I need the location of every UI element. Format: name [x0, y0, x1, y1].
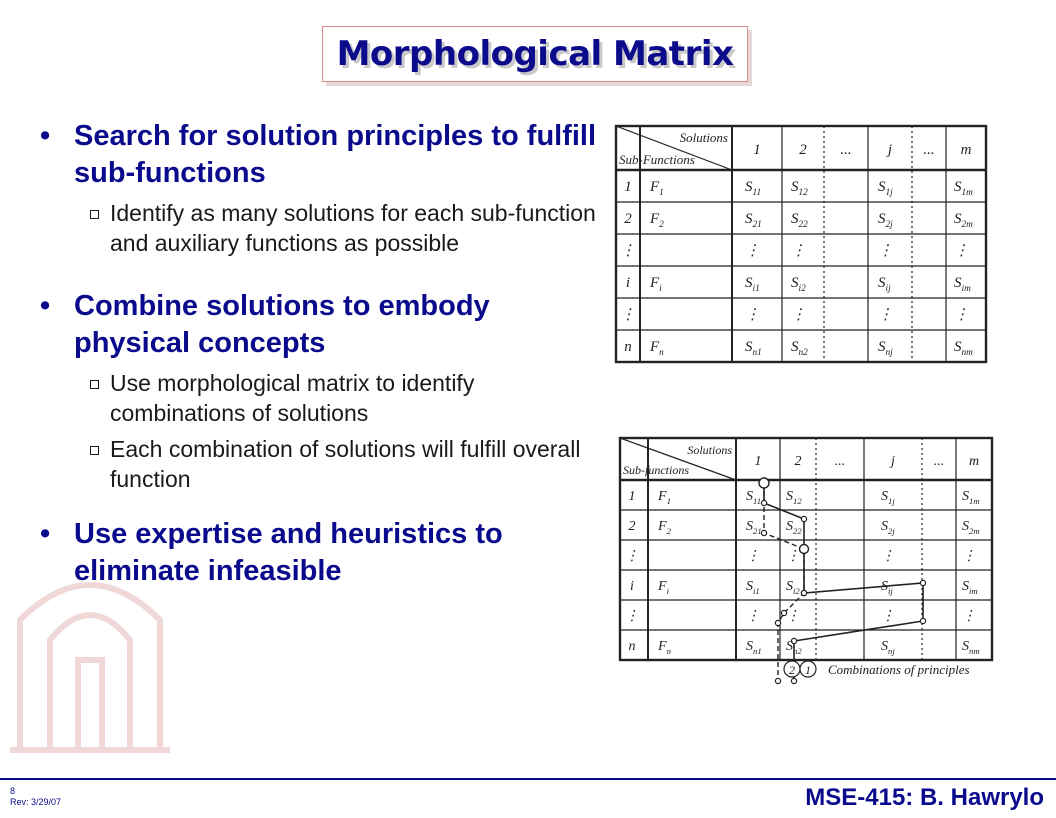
subfunction-label: $F_2$ — [650, 211, 664, 230]
solution-cell: $S_{22}$ — [786, 519, 802, 536]
solution-cell: $S_{i1}$ — [746, 579, 760, 596]
row-index: 2 — [628, 519, 636, 534]
solution-cell: $S_{21}$ — [746, 519, 762, 536]
corner-label-subfunctions: Sub-functions — [623, 463, 689, 477]
subfunction-label: $F_i$ — [650, 275, 662, 294]
solution-cell: ⋮ — [962, 609, 976, 624]
square-bullet-icon — [90, 446, 99, 455]
course-author: MSE-415: B. Hawrylo — [805, 784, 1044, 811]
path-node — [801, 590, 806, 595]
row-index: i — [625, 275, 631, 291]
row-index: i — [630, 579, 634, 594]
solution-cell: $S_{im}$ — [962, 579, 978, 596]
column-header: m — [960, 142, 972, 158]
morphological-matrix-table — [612, 122, 992, 368]
solution-cell: ⋮ — [791, 243, 806, 259]
solution-cell: $S_{nj}$ — [881, 639, 895, 656]
solution-cell: ⋮ — [745, 243, 760, 259]
bullet-dot: • — [40, 290, 51, 322]
square-bullet-icon — [90, 380, 99, 389]
solution-cell: $S_{2m}$ — [962, 519, 980, 536]
path-node — [920, 618, 925, 623]
solution-cell: ⋮ — [786, 609, 800, 624]
bullet-text: Use expertise and heuristics to eliminate infeasible — [74, 518, 503, 587]
solution-cell: $S_{11}$ — [746, 489, 762, 506]
sub-bullet-text: Each combination of solutions will fulfill overall function — [110, 436, 581, 492]
solution-cell: $S_{12}$ — [786, 489, 802, 506]
column-header: m — [968, 454, 980, 469]
row-index: ⋮ — [625, 549, 639, 564]
column-header: j — [887, 142, 893, 158]
solution-cell: $S_{n2}$ — [791, 339, 808, 358]
solution-cell: $S_{ij}$ — [881, 579, 893, 596]
solution-cell: $S_{i2}$ — [791, 275, 806, 294]
row-index: ⋮ — [620, 243, 636, 259]
sub-bullet-each-combination — [40, 434, 600, 494]
slide-footer — [0, 778, 1056, 818]
path-node — [761, 530, 766, 535]
solution-cell: ⋮ — [746, 549, 760, 564]
corner-label-solutions: Solutions — [679, 130, 728, 145]
corner-label-solutions: Solutions — [687, 443, 732, 457]
solution-cell: $S_{n2}$ — [786, 639, 802, 656]
sub-bullet-use-matrix — [40, 368, 600, 428]
path-node — [801, 516, 806, 521]
column-header: 2 — [799, 142, 807, 158]
solution-cell: ⋮ — [791, 307, 806, 323]
title-box — [322, 26, 748, 82]
path-start-node — [759, 478, 769, 488]
solution-cell: $S_{nj}$ — [878, 339, 893, 358]
solution-cell: ⋮ — [746, 609, 760, 624]
solution-cell: ⋮ — [786, 549, 800, 564]
combinations-caption: Combinations of principles — [828, 662, 970, 677]
solution-cell: $S_{nm}$ — [962, 639, 980, 656]
combination-matrix-figure — [616, 434, 996, 696]
square-bullet-icon — [90, 210, 99, 219]
bullet-dot: • — [40, 120, 51, 152]
solution-cell: ⋮ — [881, 549, 895, 564]
solution-cell: $S_{1m}$ — [962, 489, 980, 506]
path-node — [775, 678, 780, 683]
footer-slide-info — [10, 786, 61, 808]
row-index: 1 — [628, 489, 636, 504]
solution-cell: $S_{21}$ — [745, 211, 762, 230]
subfunction-label: $F_2$ — [658, 519, 671, 536]
column-header: 1 — [754, 454, 762, 469]
solution-cell: $S_{12}$ — [791, 179, 808, 198]
solution-cell: $S_{ij}$ — [878, 275, 891, 294]
subfunction-label: $F_1$ — [658, 489, 671, 506]
solution-cell: ⋮ — [878, 307, 893, 323]
sub-bullet-identify — [40, 198, 600, 258]
solution-cell: $S_{2j}$ — [878, 211, 893, 230]
bullet-heuristics — [40, 516, 600, 590]
path-node — [761, 500, 766, 505]
sub-bullet-text: Identify as many solutions for each sub-function and auxiliary functions as possible — [110, 200, 596, 256]
revision-date: Rev: 3/29/07 — [10, 797, 62, 807]
solution-cell: $S_{i1}$ — [745, 275, 760, 294]
column-header: ... — [834, 454, 846, 469]
subfunction-label: $F_i$ — [658, 579, 669, 596]
row-index: 1 — [624, 179, 632, 195]
column-header: ... — [933, 454, 945, 469]
column-header: ... — [840, 142, 852, 158]
slide-number: 8 — [10, 786, 16, 796]
subfunction-label: $F_n$ — [658, 639, 671, 656]
path-junction-node — [800, 545, 809, 554]
row-index: n — [624, 339, 632, 355]
solution-cell: ⋮ — [954, 243, 969, 259]
solution-cell: $S_{1j}$ — [881, 489, 895, 506]
bullet-combine — [40, 288, 600, 362]
solution-cell: $S_{i2}$ — [786, 579, 800, 596]
solution-cell: $S_{nm}$ — [954, 339, 973, 358]
row-index: 2 — [624, 211, 632, 227]
solution-cell: $S_{n1}$ — [746, 639, 762, 656]
solution-cell: $S_{im}$ — [954, 275, 971, 294]
solution-cell: $S_{22}$ — [791, 211, 808, 230]
solution-cell: ⋮ — [878, 243, 893, 259]
solution-cell: ⋮ — [745, 307, 760, 323]
solution-cell: $S_{1j}$ — [878, 179, 893, 198]
column-header: j — [891, 454, 895, 469]
subfunction-label: $F_n$ — [650, 339, 664, 358]
bullet-list — [40, 118, 600, 590]
path-node — [920, 580, 925, 585]
column-header: 2 — [794, 454, 802, 469]
path-node — [775, 620, 780, 625]
sub-bullet-text: Use morphological matrix to identify combinations of solutions — [110, 370, 475, 426]
solution-cell: ⋮ — [954, 307, 969, 323]
solution-cell: $S_{1m}$ — [954, 179, 973, 198]
solution-cell: $S_{2j}$ — [881, 519, 895, 536]
path-node — [791, 678, 796, 683]
bullet-search — [40, 118, 600, 192]
solution-cell: ⋮ — [881, 609, 895, 624]
solution-cell: $S_{2m}$ — [954, 211, 973, 230]
solution-cell: ⋮ — [962, 549, 976, 564]
row-index: ⋮ — [625, 609, 639, 624]
column-header: ... — [923, 142, 935, 158]
university-seal-watermark — [0, 560, 180, 760]
solution-cell: $S_{11}$ — [745, 179, 762, 198]
column-header: 1 — [753, 142, 761, 158]
solution-cell: $S_{n1}$ — [745, 339, 762, 358]
subfunction-label: $F_1$ — [650, 179, 664, 198]
combination-number: 2 — [789, 663, 795, 677]
combination-number: 1 — [805, 663, 811, 677]
bullet-text: Combine solutions to embody physical concepts — [74, 290, 490, 359]
corner-label-subfunctions: Sub-Functions — [619, 152, 695, 167]
bullet-dot: • — [40, 518, 51, 550]
bullet-text: Search for solution principles to fulfill sub-functions — [74, 120, 597, 189]
row-index: n — [628, 639, 636, 654]
row-index: ⋮ — [620, 307, 636, 323]
slide-title: Morphological Matrix — [336, 34, 734, 74]
